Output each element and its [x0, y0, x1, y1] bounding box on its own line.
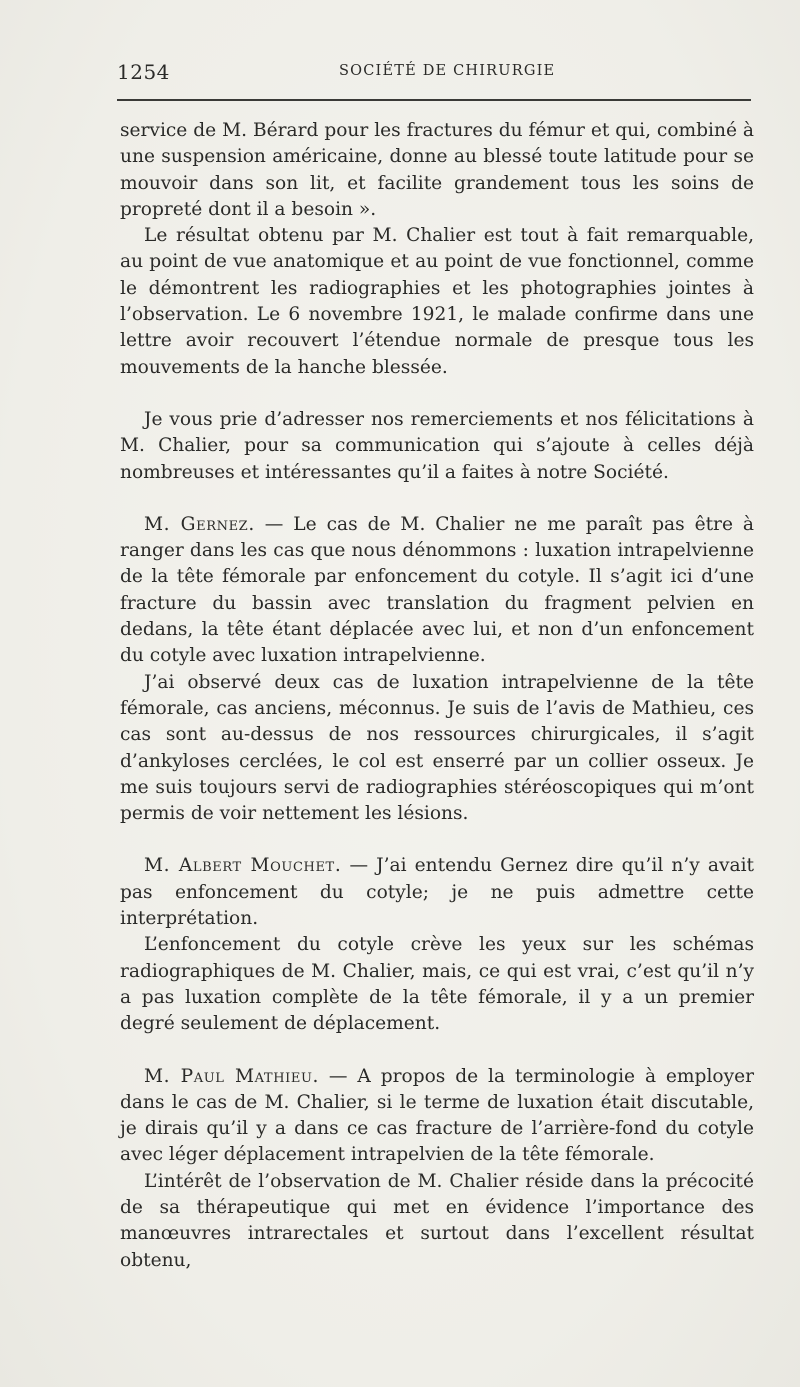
paragraph-8-text: — A propos de la terminologie à employer dans le cas de M. Chalier, si le terme de luxation était discutable, je dirais qu’il y a dans ce cas fracture de l’arrière-fond du cotyle avec léger déplacement intrapelvien de la tête fémorale. — [120, 1065, 754, 1166]
paragraph-6 — [120, 853, 754, 932]
running-head: SOCIÉTÉ DE CHIRURGIE — [339, 63, 556, 79]
paragraph-3: Je vous prie d’adresser nos remerciements et nos félicitations à M. Chalier, pour sa communication qui s’ajoute à celles déjà nombreuses et intéressantes qu’il a faites à notre Société. — [120, 408, 754, 483]
paragraph-4-text: — Le cas de M. Chalier ne me paraît pas être à ranger dans les cas que nous dénommons : luxation intrapelvienne de la tête fémorale par enfoncement du cotyle. Il s’agit ici d’une fracture du bassin avec translation du fragment pelvien en dedans, la tête étant déplacée avec lui, et non d’un enfoncement du cotyle avec luxation intrapelvienne. — [120, 513, 754, 667]
paragraph-4 — [120, 512, 754, 670]
paragraph-2: Le résultat obtenu par M. Chalier est tout à fait remarquable, au point de vue anatomique et au point de vue fonctionnel, comme le démontrent les radiographies et les photographies jointes à l’observation. Le 6 novembre 1921, le malade confirme dans une lettre avoir recouvert l’étendue normale de presque tous les mouvements de la hanche blessée. — [120, 225, 754, 378]
header-rule — [117, 99, 751, 101]
section-gap — [120, 486, 754, 512]
paragraph-1: service de M. Bérard pour les fractures du fémur et qui, combiné à une suspension américaine, donne au blessé toute latitude pour se mouvoir dans son lit, et facilite grandement tous les soins de propreté dont il a besoin ». — [120, 120, 754, 220]
paragraph-6-text: — J’ai entendu Gernez dire qu’il n’y avait pas enfoncement du cotyle; je ne puis admettre cette interprétation. — [120, 855, 754, 930]
paragraph-7: L’enfoncement du cotyle crève les yeux sur les schémas radiographiques de M. Chalier, mais, ce qui est vrai, c’est qu’il n’y a pas luxation complète de la tête fémorale, il y a un premier degré seulement de déplacement. — [120, 934, 754, 1035]
paragraph-8 — [120, 1064, 754, 1169]
speaker-mathieu: M. Paul Mathieu. — [144, 1065, 320, 1087]
body-text — [120, 118, 754, 1274]
speaker-gernez: M. Gernez. — [144, 513, 255, 535]
speaker-mouchet: M. Albert Mouchet. — [144, 855, 342, 877]
paragraph-9: L’intérêt de l’observation de M. Chalier réside dans la précocité de sa thérapeutique qui met en évidence l’importance des manœuvres intrarectales et surtout dans l’excellent résultat obtenu, — [120, 1170, 754, 1271]
section-gap — [120, 1038, 754, 1064]
paragraph-5: J’ai observé deux cas de luxation intrapelvienne de la tête fémorale, cas anciens, méconnus. Je suis de l’avis de Mathieu, ces cas sont au-dessus de nos ressources chirurgicales, il s’agit d’ankyloses cerclées, le col est enserré par un collier osseux. Je me suis toujours servi de radiographies stéréoscopiques qui m’ont permis de voir nettement les lésions. — [120, 671, 754, 825]
page-number: 1254 — [117, 60, 170, 84]
section-gap — [120, 827, 754, 853]
page-header — [117, 58, 750, 84]
section-gap — [120, 381, 754, 407]
